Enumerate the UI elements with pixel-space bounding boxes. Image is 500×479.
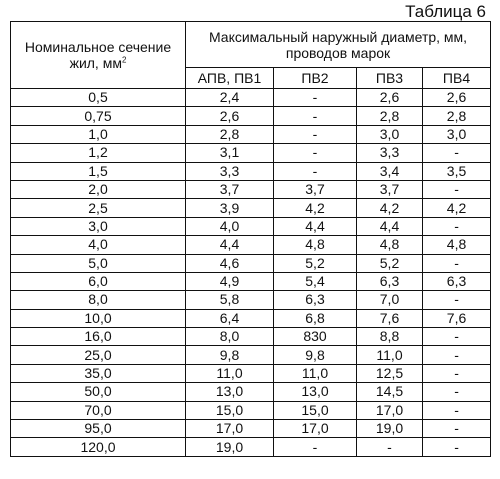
cell-nominal-section: 6,0 (11, 272, 186, 290)
cell-apv-pv1: 15,0 (186, 401, 274, 419)
cell-nominal-section: 10,0 (11, 309, 186, 327)
cell-nominal-section: 120,0 (11, 438, 186, 456)
header-unit-superscript: 2 (121, 55, 127, 65)
cell-nominal-section: 4,0 (11, 236, 186, 254)
cell-nominal-section: 0,75 (11, 107, 186, 125)
header-col-pv4: ПВ4 (423, 68, 491, 89)
cell-apv-pv1: 4,9 (186, 272, 274, 290)
cell-nominal-section: 3,0 (11, 217, 186, 235)
cell-pv4: - (423, 254, 491, 272)
cell-pv2: - (274, 144, 357, 162)
cell-pv2: 4,2 (274, 199, 357, 217)
cell-pv2: 6,3 (274, 291, 357, 309)
cell-pv3: 7,6 (357, 309, 423, 327)
cell-apv-pv1: 5,8 (186, 291, 274, 309)
cell-pv3: 3,0 (357, 125, 423, 143)
cell-pv3: 12,5 (357, 364, 423, 382)
cell-apv-pv1: 6,4 (186, 309, 274, 327)
cell-nominal-section: 5,0 (11, 254, 186, 272)
table-row (11, 180, 491, 198)
cell-pv4: 4,2 (423, 199, 491, 217)
cell-nominal-section: 0,5 (11, 89, 186, 107)
table-row (11, 438, 491, 456)
table-row (11, 89, 491, 107)
table-header (11, 22, 491, 89)
cell-nominal-section: 25,0 (11, 346, 186, 364)
cell-apv-pv1: 13,0 (186, 383, 274, 401)
cell-pv2: 3,7 (274, 180, 357, 198)
cell-pv4: - (423, 401, 491, 419)
cell-pv2: 11,0 (274, 364, 357, 382)
cell-apv-pv1: 17,0 (186, 420, 274, 438)
cell-apv-pv1: 3,3 (186, 162, 274, 180)
table-row (11, 364, 491, 382)
header-col-pv2: ПВ2 (274, 68, 357, 89)
cell-pv3: 4,2 (357, 199, 423, 217)
cell-pv2: - (274, 89, 357, 107)
cell-nominal-section: 2,0 (11, 180, 186, 198)
cell-pv4: 7,6 (423, 309, 491, 327)
cell-pv4: - (423, 420, 491, 438)
cell-pv3: 3,7 (357, 180, 423, 198)
cell-nominal-section: 95,0 (11, 420, 186, 438)
wire-diameter-table (10, 21, 491, 457)
cell-pv2: 6,8 (274, 309, 357, 327)
cell-pv2: - (274, 125, 357, 143)
cell-apv-pv1: 2,4 (186, 89, 274, 107)
cell-pv4: 6,3 (423, 272, 491, 290)
cell-pv4: 3,0 (423, 125, 491, 143)
table-row (11, 309, 491, 327)
cell-apv-pv1: 4,0 (186, 217, 274, 235)
cell-pv4: 3,5 (423, 162, 491, 180)
cell-pv3: 7,0 (357, 291, 423, 309)
cell-apv-pv1: 4,6 (186, 254, 274, 272)
table-caption: Таблица 6 (405, 2, 486, 21)
cell-apv-pv1: 2,6 (186, 107, 274, 125)
cell-pv3: 4,4 (357, 217, 423, 235)
cell-pv2: 13,0 (274, 383, 357, 401)
cell-nominal-section: 1,2 (11, 144, 186, 162)
header-col-apv-pv1: АПВ, ПВ1 (186, 68, 274, 89)
cell-pv2: 9,8 (274, 346, 357, 364)
table-row (11, 107, 491, 125)
cell-pv2: 830 (274, 328, 357, 346)
cell-pv2: 15,0 (274, 401, 357, 419)
cell-pv4: - (423, 346, 491, 364)
table-row (11, 162, 491, 180)
cell-pv4: - (423, 438, 491, 456)
cell-nominal-section: 70,0 (11, 401, 186, 419)
header-nominal-section-label: Номинальное сечение жил, мм (24, 39, 172, 71)
cell-nominal-section: 16,0 (11, 328, 186, 346)
cell-pv3: 2,6 (357, 89, 423, 107)
cell-nominal-section: 8,0 (11, 291, 186, 309)
cell-pv4: 2,6 (423, 89, 491, 107)
cell-apv-pv1: 3,1 (186, 144, 274, 162)
cell-pv3: 4,8 (357, 236, 423, 254)
cell-pv4: - (423, 383, 491, 401)
table-row (11, 383, 491, 401)
cell-nominal-section: 1,0 (11, 125, 186, 143)
cell-apv-pv1: 2,8 (186, 125, 274, 143)
cell-pv2: 4,8 (274, 236, 357, 254)
cell-apv-pv1: 8,0 (186, 328, 274, 346)
cell-nominal-section: 2,5 (11, 199, 186, 217)
cell-apv-pv1: 3,9 (186, 199, 274, 217)
table-body (11, 89, 491, 457)
cell-pv4: - (423, 364, 491, 382)
cell-pv4: - (423, 328, 491, 346)
table-row (11, 420, 491, 438)
cell-apv-pv1: 4,4 (186, 236, 274, 254)
table-row (11, 328, 491, 346)
table-row (11, 125, 491, 143)
cell-pv4: - (423, 217, 491, 235)
cell-pv3: 3,3 (357, 144, 423, 162)
cell-pv2: 17,0 (274, 420, 357, 438)
cell-apv-pv1: 11,0 (186, 364, 274, 382)
cell-pv3: 8,8 (357, 328, 423, 346)
table-row (11, 236, 491, 254)
cell-pv2: - (274, 438, 357, 456)
cell-pv3: 17,0 (357, 401, 423, 419)
table-row (11, 144, 491, 162)
cell-apv-pv1: 3,7 (186, 180, 274, 198)
table-row (11, 401, 491, 419)
cell-pv3: 2,8 (357, 107, 423, 125)
cell-pv3: 19,0 (357, 420, 423, 438)
header-nominal-section (11, 22, 186, 89)
cell-nominal-section: 50,0 (11, 383, 186, 401)
cell-nominal-section: 1,5 (11, 162, 186, 180)
cell-pv4: 2,8 (423, 107, 491, 125)
cell-nominal-section: 35,0 (11, 364, 186, 382)
cell-pv3: 6,3 (357, 272, 423, 290)
cell-pv4: - (423, 144, 491, 162)
cell-pv4: - (423, 180, 491, 198)
cell-pv4: - (423, 291, 491, 309)
table-row (11, 217, 491, 235)
cell-pv3: 11,0 (357, 346, 423, 364)
table-row (11, 254, 491, 272)
cell-pv3: 3,4 (357, 162, 423, 180)
header-max-diameter-group: Максимальный наружный диаметр, мм, проводов марок (186, 22, 491, 68)
cell-pv3: - (357, 438, 423, 456)
cell-pv2: 4,4 (274, 217, 357, 235)
table-row (11, 199, 491, 217)
table-row (11, 346, 491, 364)
cell-pv3: 14,5 (357, 383, 423, 401)
cell-pv3: 5,2 (357, 254, 423, 272)
cell-pv2: 5,2 (274, 254, 357, 272)
cell-apv-pv1: 9,8 (186, 346, 274, 364)
table-row (11, 272, 491, 290)
cell-pv2: - (274, 107, 357, 125)
cell-pv4: 4,8 (423, 236, 491, 254)
table-row (11, 291, 491, 309)
cell-pv2: 5,4 (274, 272, 357, 290)
cell-pv2: - (274, 162, 357, 180)
header-col-pv3: ПВ3 (357, 68, 423, 89)
cell-apv-pv1: 19,0 (186, 438, 274, 456)
